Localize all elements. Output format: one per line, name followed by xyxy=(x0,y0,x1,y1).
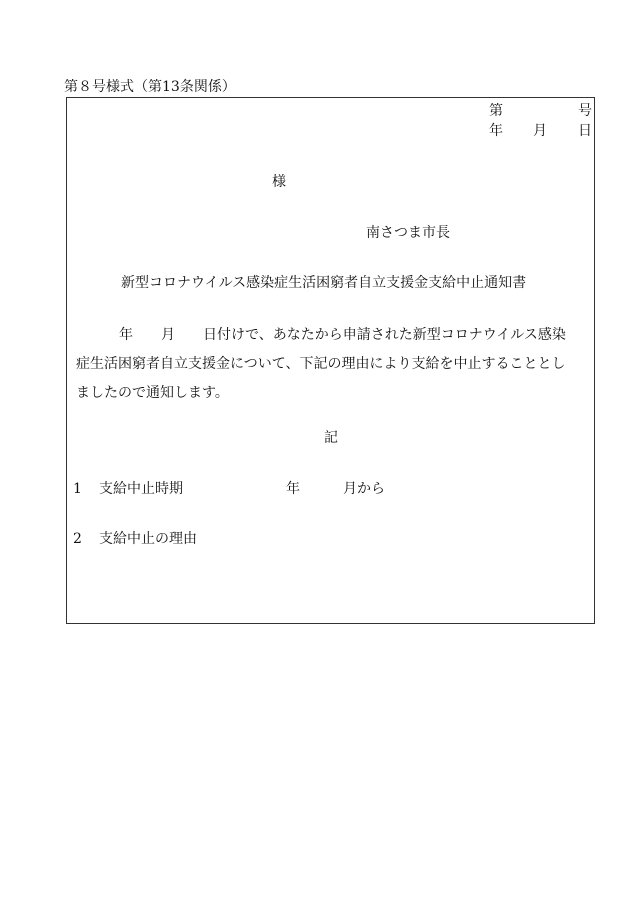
body-line-2: 症生活困窮者自立支援金について、下記の理由により支給を中止することとし xyxy=(76,356,566,372)
body-line-1-rest: 日付けで、あなたから申請された新型コロナウイルス感染 xyxy=(203,327,566,343)
date-day: 日 xyxy=(578,123,592,139)
item-1-year: 年 xyxy=(286,481,300,497)
item-2-label: 支給中止の理由 xyxy=(99,531,197,547)
item-1-label: 支給中止時期 xyxy=(99,481,183,497)
body-month: 月 xyxy=(161,327,175,343)
ki-heading: 記 xyxy=(324,430,338,446)
addressee-sama: 様 xyxy=(272,174,286,190)
date-year: 年 xyxy=(489,123,503,139)
issuer-name: 南さつま市長 xyxy=(366,225,450,241)
date-month: 月 xyxy=(533,123,547,139)
document-number-go: 号 xyxy=(578,103,592,119)
body-line-3: ましたので通知します。 xyxy=(76,385,229,401)
form-number-header: 第８号様式（第13条関係） xyxy=(64,79,236,95)
document-number-dai: 第 xyxy=(489,103,503,119)
body-year: 年 xyxy=(119,327,133,343)
notice-title: 新型コロナウイルス感染症生活困窮者自立支援金支給中止通知書 xyxy=(121,275,527,291)
body-line-1 xyxy=(76,321,586,350)
notice-body xyxy=(76,321,586,408)
item-1-month-from: 月から xyxy=(343,481,385,497)
item-2-number: 2 xyxy=(73,531,82,547)
item-1-number: 1 xyxy=(73,481,82,497)
